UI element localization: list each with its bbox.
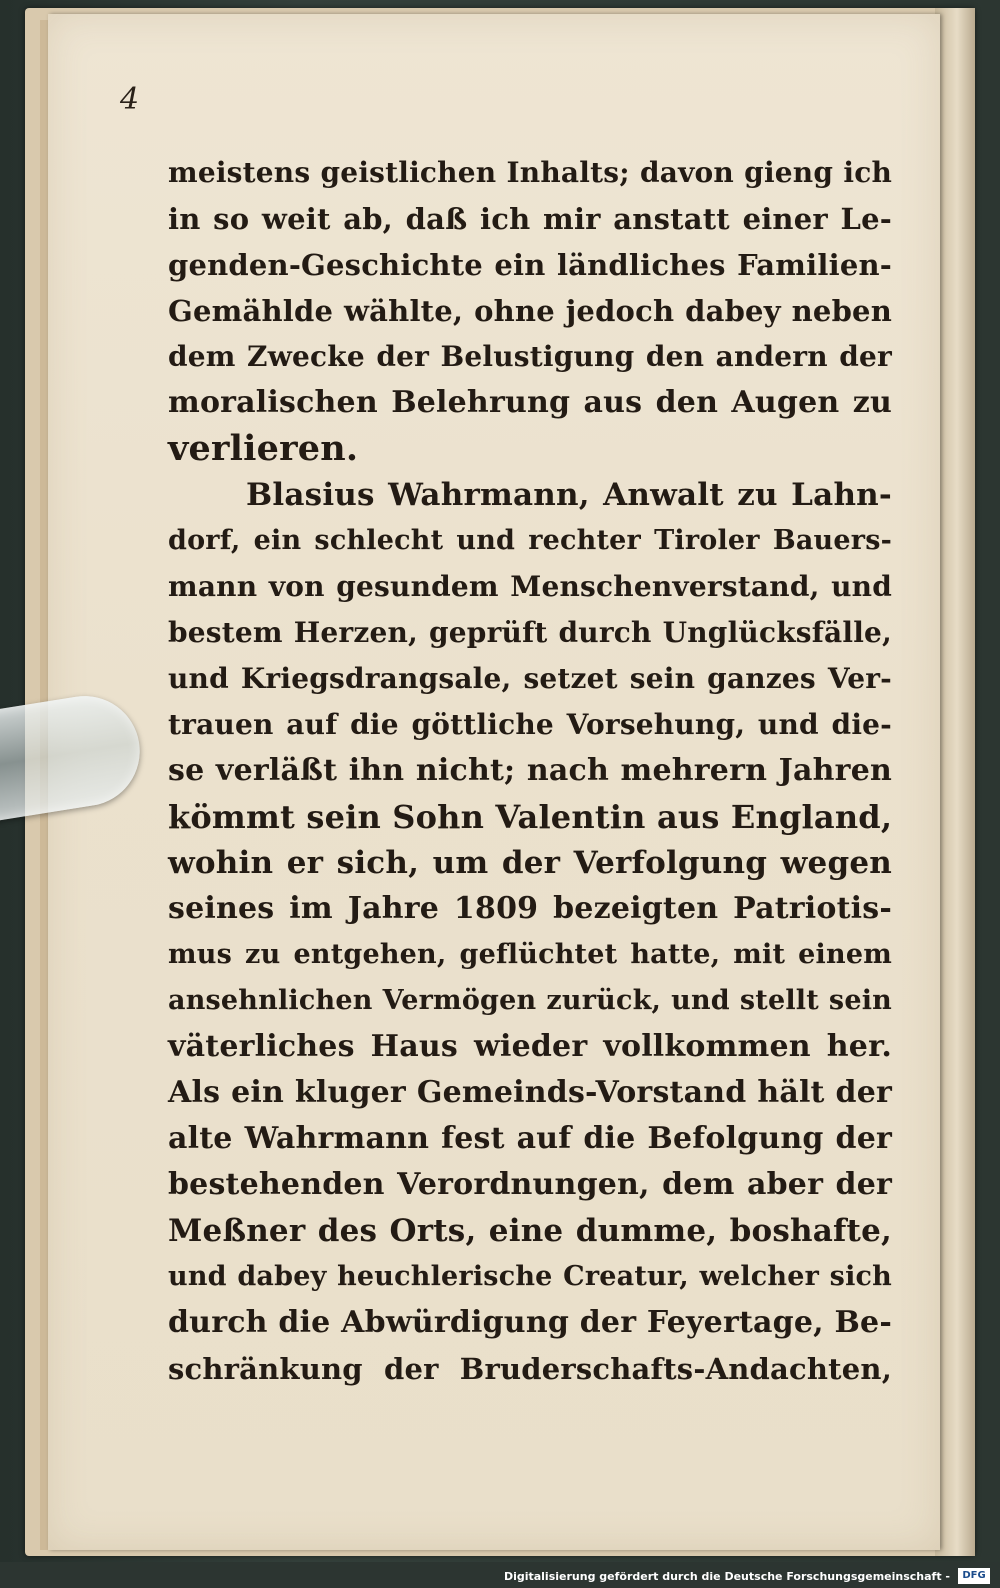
text-line: kömmt sein Sohn Valentin aus England,: [168, 798, 893, 836]
text-line: moralischen Belehrung aus den Augen zu: [168, 385, 892, 420]
text-line: seines im Jahre 1809 bezeigten Patriotis-: [168, 891, 892, 926]
text-line: Meßner des Orts, eine dumme, boshafte,: [168, 1213, 892, 1249]
text-line: bestehenden Verordnungen, dem aber der: [168, 1167, 892, 1202]
footer-bar: [0, 1562, 1000, 1588]
text-line: väterliches Haus wieder vollkommen her.: [168, 1029, 892, 1064]
text-line: in so weit ab, daß ich mir anstatt einer Le-: [168, 202, 892, 236]
text-line: meistens geistlichen Inhalts; davon gieng ich: [168, 156, 892, 189]
text-line: schränkung der Bruderschafts-Andachten,: [168, 1352, 892, 1386]
text-line: dem Zwecke der Belustigung den andern der: [168, 340, 892, 373]
next-page-edge: [935, 8, 975, 1556]
text-line: Gemählde wählte, ohne jedoch dabey neben: [168, 294, 892, 328]
text-line: alte Wahrmann fest auf die Befolgung der: [168, 1121, 892, 1156]
text-line: bestem Herzen, geprüft durch Unglücksfälle,: [168, 616, 892, 649]
text-line: mann von gesundem Menschenverstand, und: [168, 570, 892, 603]
text-line: und Kriegsdrangsale, setzet sein ganzes Ver-: [168, 662, 892, 695]
page-number: 4: [120, 82, 140, 117]
text-line: trauen auf die göttliche Vorsehung, und die-: [168, 708, 892, 741]
text-line: mus zu entgehen, geflüchtet hatte, mit einem: [168, 939, 892, 970]
text-line: verlieren.: [168, 428, 359, 469]
text-line: dorf, ein schlecht und rechter Tiroler Bauers-: [168, 525, 892, 556]
text-line: genden-Geschichte ein ländliches Familien-: [168, 248, 892, 282]
text-line: durch die Abwürdigung der Feyertage, Be-: [168, 1305, 892, 1340]
text-line: wohin er sich, um der Verfolgung wegen: [168, 845, 892, 881]
text-line: Blasius Wahrmann, Anwalt zu Lahn-: [246, 477, 892, 513]
funding-credit: Digitalisierung gefördert durch die Deutsche Forschungsgemeinschaft -: [503, 1570, 950, 1583]
dfg-logo-icon: DFG: [958, 1568, 990, 1584]
text-line: ansehnlichen Vermögen zurück, und stellt sein: [168, 985, 892, 1016]
text-line: Als ein kluger Gemeinds-Vorstand hält der: [168, 1075, 892, 1110]
text-line: se verläßt ihn nicht; nach mehrern Jahren: [168, 753, 892, 788]
text-line: und dabey heuchlerische Creatur, welcher sich: [168, 1261, 892, 1292]
